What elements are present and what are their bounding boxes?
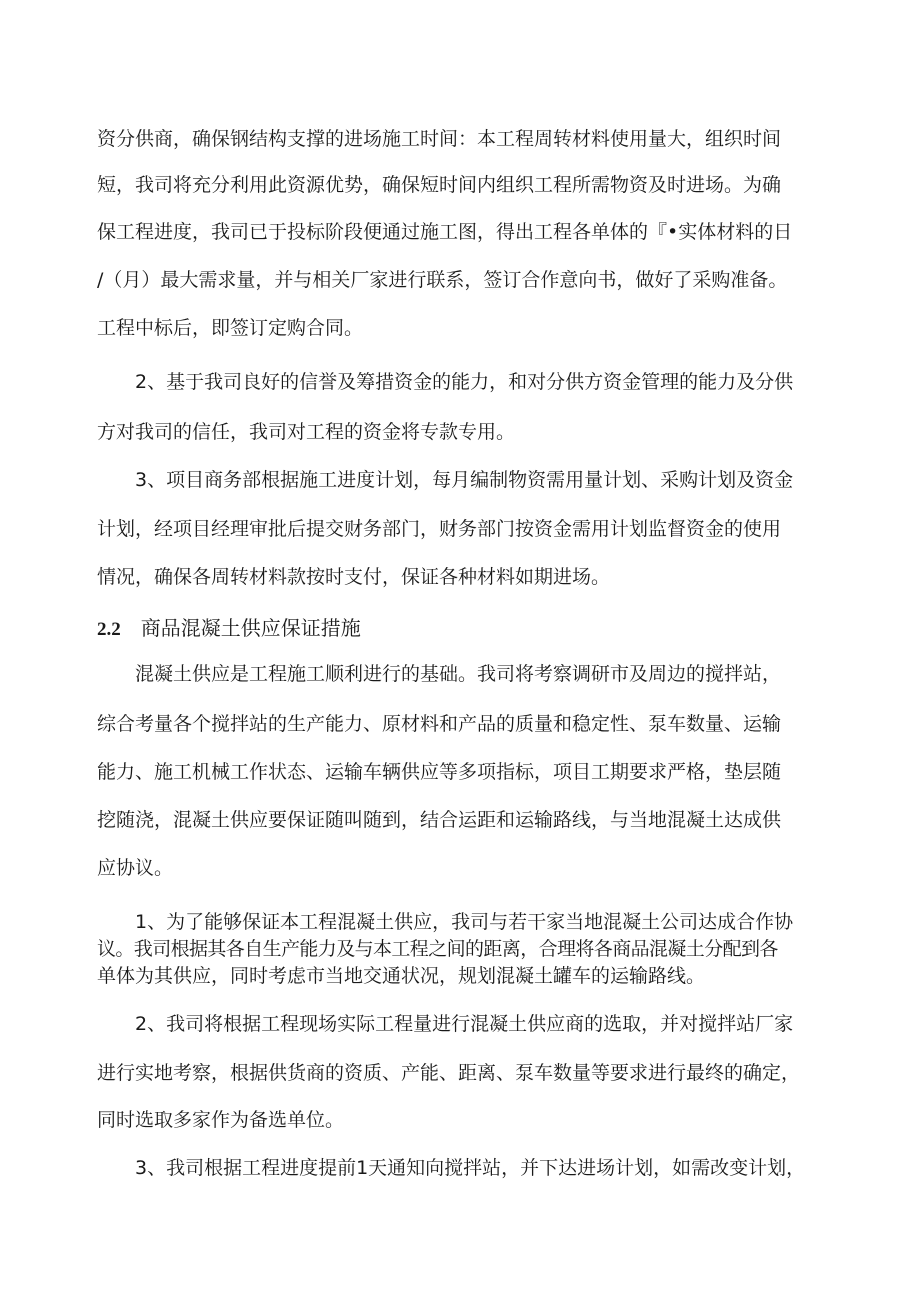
text-line: 能力、施工机械工作状态、运输车辆供应等多项指标，项目工期要求严格，垫层随 xyxy=(97,761,782,783)
text-line: 短，我司将充分利用此资源优势，确保短时间内组织工程所需物资及时进场。为确 xyxy=(97,174,782,196)
text-line: 1、为了能够保证本工程混凝土供应，我司与若干家当地混凝土公司达成合作协 xyxy=(135,911,794,933)
text-line: 资分供商，确保钢结构支撑的进场施工时间：本工程周转材料使用量大，组织时间 xyxy=(97,128,782,150)
text-line: 综合考量各个搅拌站的生产能力、原材料和产品的质量和稳定性、泵车数量、运输 xyxy=(97,713,782,735)
text-line: 3、项目商务部根据施工进度计划，每月编制物资需用量计划、采购计划及资金 xyxy=(135,469,794,491)
text-line: 挖随浇，混凝土供应要保证随叫随到，结合运距和运输路线，与当地混凝土达成供 xyxy=(97,809,782,831)
text-line: 方对我司的信任，我司对工程的资金将专款专用。 xyxy=(97,421,516,443)
text-line: 应协议。 xyxy=(97,857,174,879)
text-line: 计划，经项目经理审批后提交财务部门，财务部门按资金需用计划监督资金的使用 xyxy=(97,518,782,540)
text-line: 工程中标后，即签订定购合同。 xyxy=(97,317,364,339)
text-line: 3、我司根据工程进度提前1天通知向搅拌站，并下达进场计划，如需改变计划， xyxy=(135,1157,806,1179)
section-number: 2.2 xyxy=(97,619,121,640)
text-line: /（月）最大需求量，并与相关厂家进行联系，签订合作意向书，做好了采购准备。 xyxy=(97,269,788,291)
text-line: 保工程进度，我司已于投标阶段便通过施工图，得出工程各单体的『•实体材料的日 xyxy=(97,221,793,243)
text-line: 进行实地考察，根据供货商的资质、产能、距离、泵车数量等要求进行最终的确定， xyxy=(97,1062,801,1084)
text-line: 2、基于我司良好的信誉及筹措资金的能力，和对分供方资金管理的能力及分供 xyxy=(135,371,794,393)
text-line: 混凝土供应是工程施工顺利进行的基础。我司将考察调研市及周边的搅拌站， xyxy=(135,663,782,685)
text-line: 议。我司根据其各自生产能力及与本工程之间的距离，合理将各商品混凝土分配到各 xyxy=(97,938,778,960)
section-heading xyxy=(97,616,361,642)
section-title: 商品混凝土供应保证措施 xyxy=(140,616,361,640)
text-line: 2、我司将根据工程现场实际工程量进行混凝土供应商的选取，并对搅拌站厂家 xyxy=(135,1013,794,1035)
text-line: 单体为其供应，同时考虑市当地交通状况，规划混凝土罐车的运输路线。 xyxy=(97,965,706,987)
text-line: 情况，确保各周转材料款按时支付，保证各种材料如期进场。 xyxy=(97,566,611,588)
text-line: 同时选取多家作为备选单位。 xyxy=(97,1109,345,1131)
